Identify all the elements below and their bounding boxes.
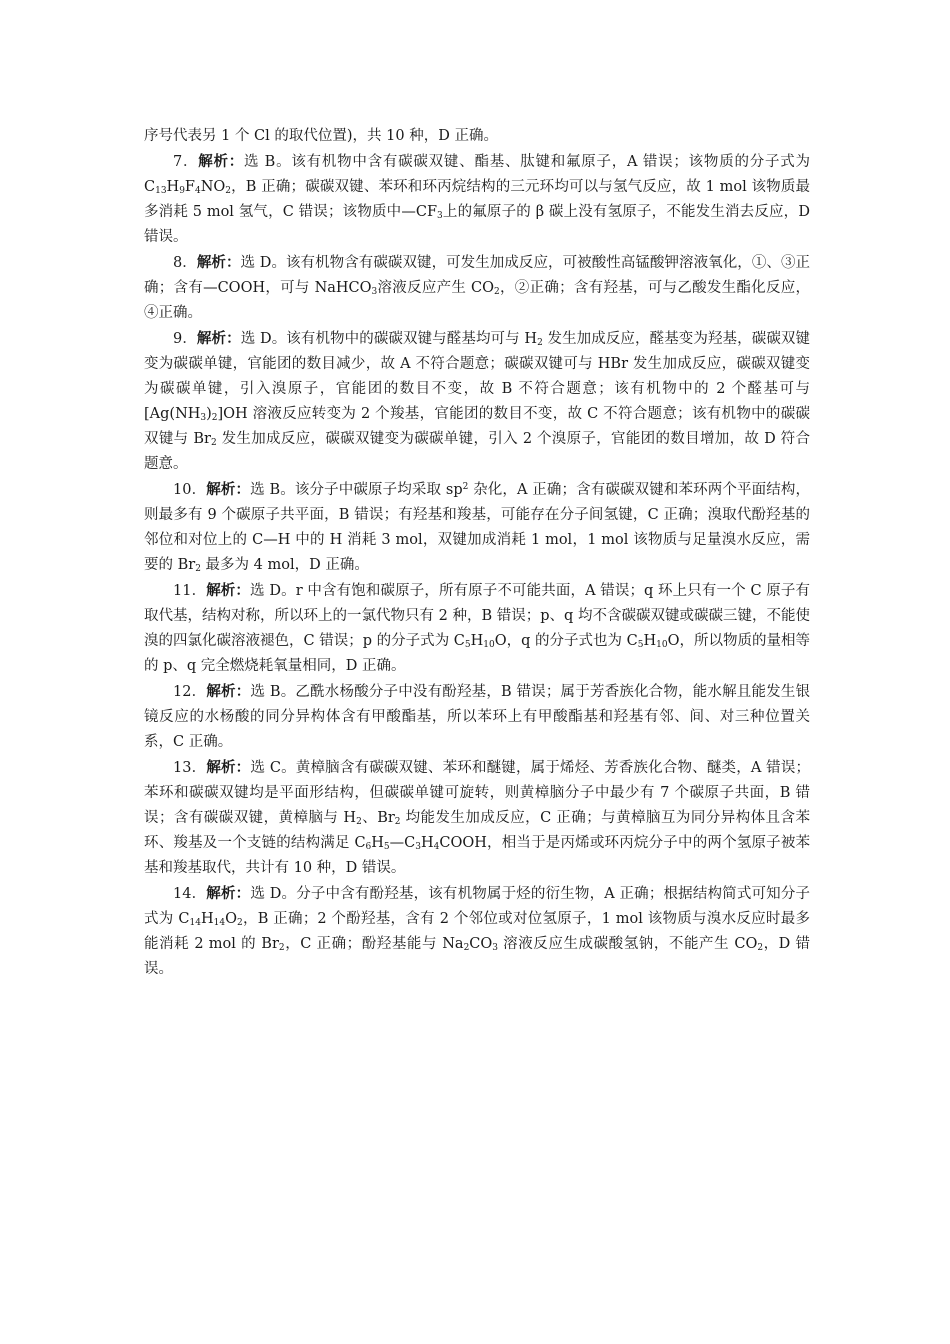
subscript: 3 (492, 943, 498, 954)
answer-text: ，B 正确；2 个酚羟基，含有 2 个邻位或对位氢原子，1 mol 该物质与溴水反应时最多能消耗 2 mol 的 Br (144, 911, 810, 952)
subscript: 2 (394, 817, 401, 828)
subscript: 3 (415, 842, 421, 853)
answer-text: O，q 的分子式也为 C (494, 633, 638, 649)
answer-text: CO (469, 936, 493, 952)
subscript: 10 (483, 640, 495, 651)
subscript: 2 (537, 338, 543, 349)
subscript: 5 (464, 640, 471, 651)
subscript: 3 (371, 287, 378, 298)
analysis-label: 解析： (206, 683, 251, 700)
answer-text: COOH，相当于是丙烯或环丙烷分子中的两个氢原子被苯基和羧基取代，共计有 10 种，D 错误。 (144, 835, 811, 876)
answer-text: 、Br (361, 810, 395, 826)
subscript: 3 (437, 211, 443, 222)
answer-paragraph (144, 477, 810, 578)
answer-text: ，②正确；含有羟基，可与乙酸发生酯化反应，④正确。 (144, 280, 810, 321)
subscript: 5 (383, 842, 390, 853)
answer-text: 选 C。黄樟脑含有碳碳双键、苯环和醚键，属于烯烃、芳香族化合物、醚类，A 错误；苯环和碳碳双键均是平面形结构，但碳碳单键可旋转，则黄樟脑分子中最少有 7 个碳原子共面，B 错误；含有碳碳双键，黄樟脑与 H (144, 760, 811, 826)
subscript: 5 (637, 640, 644, 651)
answer-text: O (225, 911, 237, 927)
question-number: 9． (173, 331, 197, 347)
answer-paragraph (144, 250, 810, 326)
answer-text: 最多为 4 mol，D 正确。 (200, 557, 369, 573)
subscript: 2 (757, 943, 764, 954)
answer-text: F (184, 179, 195, 195)
analysis-label: 解析： (206, 582, 251, 599)
question-number: 11． (173, 583, 207, 599)
answer-text: —C (389, 835, 416, 851)
answer-text: NO (200, 179, 226, 195)
answer-text: 溶液反应生成碳酸氢钠，不能产生 CO (498, 936, 758, 952)
answer-text: 发生加成反应，醛基变为羟基，碳碳双键变为碳碳单键，官能团的数目减少，故 A 不符合题意；碳碳双键可与 HBr 发生加成反应，碳碳双键变为碳碳单键，引入溴原子，官能团的数目不变，故 B 不符合题意；该有机物中的 2 个醛基可与[Ag(NH (144, 331, 810, 422)
analysis-label: 解析： (206, 481, 251, 498)
question-number: 14． (173, 886, 207, 902)
answer-page (144, 124, 810, 982)
answer-paragraph (144, 755, 810, 881)
answer-paragraph (144, 326, 810, 477)
question-number: 12． (173, 684, 207, 700)
subscript: 2 (356, 817, 362, 828)
subscript: 2 (210, 438, 217, 449)
subscript: 2 (236, 918, 243, 929)
answer-text: 溶液反应产生 CO (377, 280, 495, 296)
subscript: 4 (194, 186, 201, 197)
question-number: 13． (173, 760, 207, 776)
subscript: 2 (278, 943, 285, 954)
answer-text: 选 D。r 中含有饱和碳原子，所有原子不可能共面，A 错误；q 环上只有一个 C 原子有取代基，结构对称，所以环上的一氯代物只有 2 种，B 错误；p、q 均不含碳碳双键或碳碳三键，不能使溴的四氯化碳溶液褪色，C 错误；p 的分子式为 C (144, 583, 811, 649)
question-number: 7． (173, 154, 199, 170)
subscript: 2 (195, 564, 201, 575)
answer-text: H (643, 633, 657, 649)
answer-text: 选 D。该有机物中的碳碳双键与醛基均可与 H (240, 331, 538, 347)
subscript: 14 (213, 918, 226, 929)
question-number: 10． (173, 482, 207, 498)
answer-list (144, 149, 810, 982)
answer-text: 选 D。该有机物含有碳碳双键，可发生加成反应，可被酸性高锰酸钾溶液氧化，①、③正确；含有—COOH，可与 NaHCO (144, 255, 811, 296)
answer-text: H (420, 835, 434, 851)
answer-text: ，C 正确；酚羟基能与 Na (284, 936, 464, 952)
answer-text: H (470, 633, 484, 649)
answer-text: ，D 错误。 (144, 936, 810, 977)
answer-text: 杂化，A 正确；含有碳碳双键和苯环两个平面结构，则最多有 9 个碳原子共平面，B 错误；有羟基和羧基，可能存在分子间氢键，C 正确；溴取代酚羟基的邻位和对位上的 C—H 中的 H 消耗 3 mol，双键加成消耗 1 mol，1 mol 该物质与足量溴水反应，需要的 Br (144, 482, 810, 573)
subscript: 6 (365, 842, 372, 853)
answer-paragraph (144, 679, 810, 755)
analysis-label: 解析： (206, 885, 251, 902)
answer-paragraph (144, 578, 810, 679)
answer-paragraph (144, 149, 810, 250)
answer-paragraph (144, 881, 810, 982)
answer-text: 发生加成反应，碳碳双键变为碳碳单键，引入 2 个溴原子，官能团的数目增加，故 D 符合题意。 (144, 431, 810, 472)
answer-text: 均能发生加成反应，C 正确；与黄樟脑互为同分异构体且含苯环、羧基及一个支链的结构满足 C (144, 810, 811, 851)
answer-text: ) (206, 406, 212, 422)
superscript: 2 (462, 482, 469, 493)
subscript: 4 (433, 842, 440, 853)
answer-text: 选 B。该有机物中含有碳碳双键、酯基、肽键和氟原子，A 错误；该物质的分子式为 C (144, 154, 810, 195)
answer-text: 选 B。乙酰水杨酸分子中没有酚羟基，B 错误；属于芳香族化合物，能水解且能发生银镜反应的水杨酸的同分异构体含有甲酸酯基，所以苯环上有甲酸酯基和羟基有邻、间、对三种位置关系，C 正确。 (144, 684, 811, 750)
continuation-paragraph: 序号代表另 1 个 Cl 的取代位置)，共 10 种，D 正确。 (144, 128, 498, 144)
answer-text: 选 D。分子中含有酚羟基，该有机物属于烃的衍生物，A 正确；根据结构简式可知分子式为 C (144, 886, 811, 927)
answer-text: H (371, 835, 384, 851)
answer-text: H (166, 179, 180, 195)
analysis-label: 解析： (198, 153, 245, 170)
subscript: 2 (463, 943, 470, 954)
answer-text: 上的氟原子的 β 碳上没有氢原子，不能发生消去反应，D 错误。 (144, 204, 810, 245)
subscript: 2 (494, 287, 500, 298)
subscript: 3 (200, 413, 207, 424)
subscript: 14 (189, 918, 201, 929)
subscript: 2 (225, 186, 231, 197)
answer-text: 选 B。该分子中碳原子均采取 sp (250, 482, 463, 498)
analysis-label: 解析： (196, 330, 241, 347)
subscript: 9 (179, 186, 185, 197)
subscript: 13 (155, 186, 167, 197)
answer-text: ，B 正确；碳碳双键、苯环和环丙烷结构的三元环均可以与氢气反应，故 1 mol 该物质最多消耗 5 mol 氢气，C 错误；该物质中—CF (144, 179, 810, 220)
answer-text: H (200, 911, 214, 927)
analysis-label: 解析： (206, 759, 251, 776)
answer-text: O，所以物质的量相等的 p、q 完全燃烧耗氧量相同，D 正确。 (144, 633, 811, 674)
subscript: 2 (211, 413, 218, 424)
answer-text: ]OH 溶液反应转变为 2 个羧基，官能团的数目不变，故 C 不符合题意；该有机物中的碳碳双键与 Br (144, 406, 810, 447)
subscript: 10 (656, 640, 668, 651)
analysis-label: 解析： (196, 254, 241, 271)
question-number: 8． (173, 255, 197, 271)
